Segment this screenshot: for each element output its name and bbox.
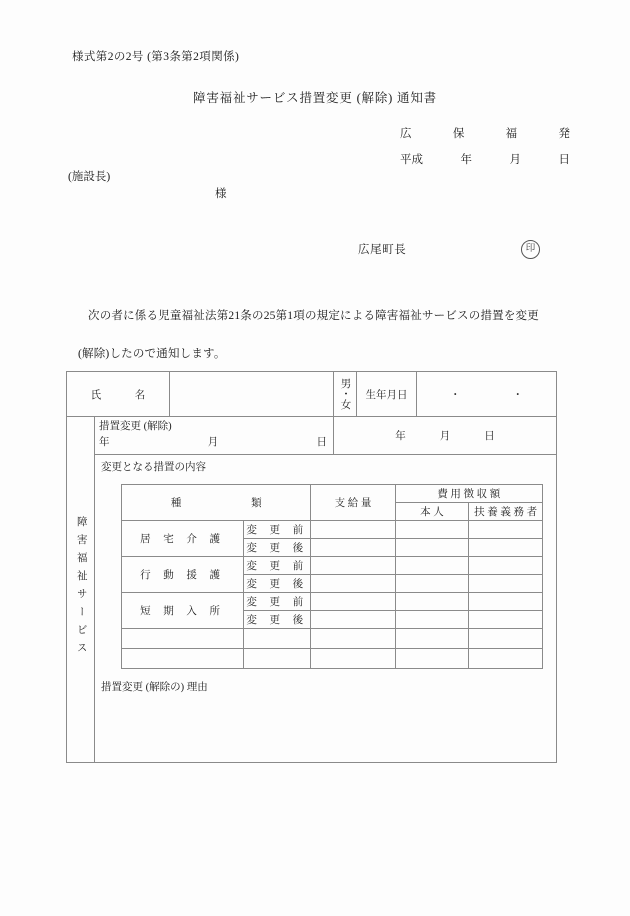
issuer-name: 広尾町長 <box>358 244 407 256</box>
content-header-label: 変更となる措置の内容 <box>101 461 206 473</box>
change-date-label-line1: 措置変更 (解除) <box>99 421 172 432</box>
change-date-value-month: 月 <box>439 430 451 442</box>
cost-self-value[interactable] <box>395 574 469 592</box>
service-name-blank[interactable] <box>122 648 244 668</box>
amount-header-label: 支 給 量 <box>334 497 372 509</box>
reason-value <box>95 698 556 762</box>
cost-self-value[interactable] <box>395 592 469 610</box>
amount-value[interactable] <box>311 610 395 628</box>
dob-separator-2: ・ <box>512 389 523 401</box>
cost-obligor-value[interactable] <box>469 628 543 648</box>
table-row <box>122 648 543 668</box>
amount-value[interactable] <box>311 538 395 556</box>
body-text-line-1: 次の者に係る児童福祉法第21条の25第1項の規定による障害福祉サービスの措置を変更 <box>88 310 539 322</box>
main-form-table <box>66 371 557 763</box>
phase-label: 変 更 後 <box>244 574 311 592</box>
table-row-change-date <box>67 417 557 455</box>
cost-self-value[interactable] <box>395 520 469 538</box>
change-date-day-label: 日 <box>316 436 327 448</box>
cost-obligor-value[interactable] <box>469 592 543 610</box>
table-row-reason <box>67 675 557 763</box>
name-label-1: 氏 <box>90 389 102 401</box>
change-date-value-day: 日 <box>484 430 495 442</box>
phase-label: 変 更 前 <box>244 592 311 610</box>
addressee-title: (施設長) <box>68 171 111 183</box>
cost-group-header-cell <box>395 484 542 502</box>
service-name-home-care: 居 宅 介 護 <box>122 520 244 556</box>
dob-label-cell <box>357 372 417 417</box>
name-label-2: 名 <box>134 389 146 401</box>
date-era-label: 平成 <box>400 154 423 166</box>
amount-value[interactable] <box>311 648 395 668</box>
cost-group-header-label: 費 用 徴 収 額 <box>437 488 501 500</box>
reason-label: 措置変更 (解除の) 理由 <box>101 681 208 693</box>
cost-obligor-value[interactable] <box>469 574 543 592</box>
form-number: 様式第2の2号 (第3条第2項関係) <box>72 51 240 63</box>
name-value-cell[interactable] <box>170 372 334 417</box>
cost-self-header-label: 本 人 <box>420 506 444 518</box>
amount-value[interactable] <box>311 592 395 610</box>
table-row <box>122 592 543 610</box>
service-rail-cell <box>67 417 95 763</box>
doc-number-prefix-4: 発 <box>558 128 570 140</box>
table-row-content-header <box>67 454 557 478</box>
amount-value[interactable] <box>311 556 395 574</box>
cost-self-value[interactable] <box>395 538 469 556</box>
type-header-cell <box>122 484 311 520</box>
table-row-name <box>67 372 557 417</box>
date-month-label: 月 <box>509 154 521 166</box>
content-header-cell <box>95 454 557 478</box>
service-rail-label: 障害福祉サービス <box>75 515 87 660</box>
phase-label: 変 更 後 <box>244 610 311 628</box>
cost-obligor-value[interactable] <box>469 520 543 538</box>
date-year-label: 年 <box>460 154 472 166</box>
amount-value[interactable] <box>311 628 395 648</box>
cost-obligor-header-label: 扶 養 義 務 者 <box>474 506 538 518</box>
phase-label: 変 更 前 <box>244 556 311 574</box>
name-value <box>170 391 333 397</box>
name-label-cell <box>67 372 170 417</box>
services-table <box>121 484 543 669</box>
cost-obligor-value[interactable] <box>469 556 543 574</box>
addressee-honorific: 様 <box>215 188 227 200</box>
phase-label-blank[interactable] <box>244 648 311 668</box>
change-date-value-year: 年 <box>395 430 406 442</box>
body-text-line-2: (解除)したので通知します。 <box>78 348 226 360</box>
amount-value[interactable] <box>311 520 395 538</box>
document-number-row <box>400 125 570 141</box>
services-header-row-1 <box>122 484 543 502</box>
change-date-month-label: 月 <box>207 436 219 448</box>
cost-self-value[interactable] <box>395 556 469 574</box>
table-row-services <box>67 478 557 675</box>
doc-number-prefix-3: 福 <box>505 128 518 140</box>
document-meta-block <box>400 125 570 177</box>
date-day-label: 日 <box>558 154 570 166</box>
document-title: 障害福祉サービス措置変更 (解除) 通知書 <box>193 91 437 105</box>
cost-obligor-header-cell <box>469 502 543 520</box>
service-name-blank[interactable] <box>122 628 244 648</box>
service-name-short-stay: 短 期 入 所 <box>122 592 244 628</box>
doc-number-prefix-1: 広 <box>400 128 412 140</box>
phase-label-blank[interactable] <box>244 628 311 648</box>
table-row <box>122 556 543 574</box>
cost-self-value[interactable] <box>395 628 469 648</box>
cost-self-header-cell <box>395 502 469 520</box>
cost-obligor-value[interactable] <box>469 648 543 668</box>
dob-value-cell[interactable] <box>417 372 557 417</box>
phase-label: 変 更 後 <box>244 538 311 556</box>
service-name-behavior-support: 行 動 援 護 <box>122 556 244 592</box>
doc-number-prefix-2: 保 <box>452 128 465 140</box>
dob-label: 生年月日 <box>365 389 408 401</box>
cost-self-value[interactable] <box>395 610 469 628</box>
cost-obligor-value[interactable] <box>469 610 543 628</box>
dob-separator-1: ・ <box>450 389 461 401</box>
reason-cell[interactable] <box>95 675 557 763</box>
amount-value[interactable] <box>311 574 395 592</box>
type-header-label-2: 類 <box>251 497 262 509</box>
cost-obligor-value[interactable] <box>469 538 543 556</box>
type-header-label-1: 種 <box>170 497 182 509</box>
change-date-label-cell <box>95 417 334 455</box>
table-row <box>122 628 543 648</box>
cost-self-value[interactable] <box>395 648 469 668</box>
phase-label: 変 更 前 <box>244 520 311 538</box>
document-date-row <box>400 151 570 167</box>
change-date-value-cell[interactable] <box>334 417 557 455</box>
change-date-year-label: 年 <box>99 436 110 448</box>
amount-header-cell <box>311 484 395 520</box>
services-table-cell <box>95 478 557 675</box>
table-row <box>122 520 543 538</box>
gender-label: 男・女 <box>339 378 351 410</box>
gender-cell[interactable] <box>334 372 357 417</box>
seal-icon: 印 <box>521 240 540 259</box>
